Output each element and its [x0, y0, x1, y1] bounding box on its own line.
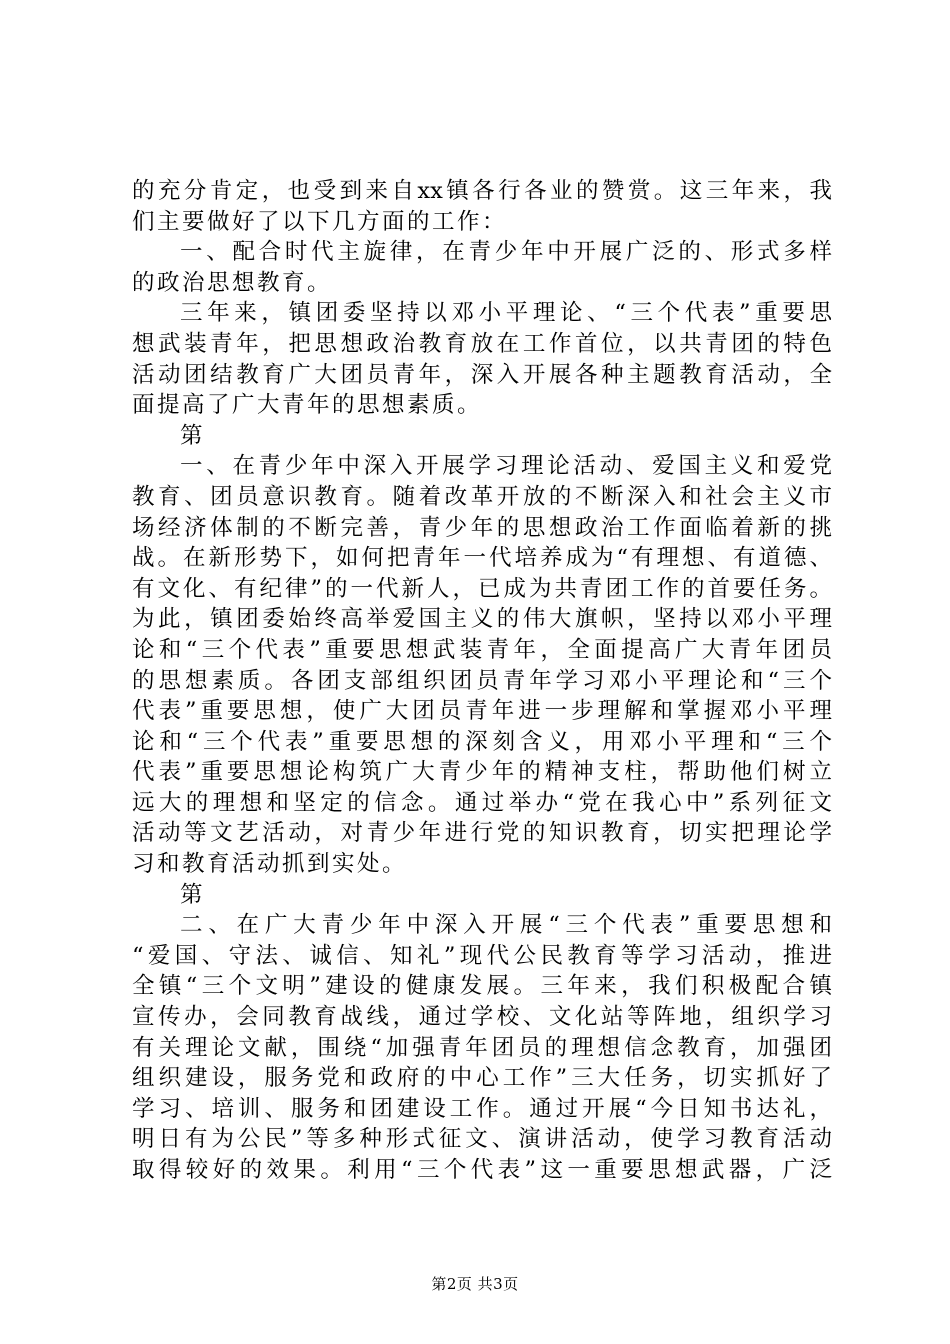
text-line: 第: [180, 422, 206, 449]
text-line: 论和“三个代表”重要思想的深刻含义，用邓小平理和“三个: [132, 728, 832, 755]
text-line: 有文化、有纪律”的一代新人，已成为共青团工作的首要任务。: [132, 575, 832, 602]
text-line: 宣传办，会同教育战线，通过学校、文化站等阵地，组织学习: [132, 1004, 832, 1031]
text-line: 的政治思想教育。: [132, 269, 333, 296]
text-line: 二、在广大青少年中深入开展“三个代表”重要思想和: [180, 912, 832, 939]
text-line: 一、配合时代主旋律，在青少年中开展广泛的、形式多样: [180, 239, 832, 266]
text-line: 明日有为公民”等多种形式征文、演讲活动，使学习教育活动: [132, 1126, 832, 1153]
text-line: 论和“三个代表”重要思想武装青年，全面提高广大青年团员: [132, 636, 832, 663]
text-line: 为此，镇团委始终高举爱国主义的伟大旗帜，坚持以邓小平理: [132, 606, 832, 633]
text-line: 代表”重要思想，使广大团员青年进一步理解和掌握邓小平理: [132, 698, 832, 725]
text-line: 全镇“三个文明”建设的健康发展。三年来，我们积极配合镇: [132, 973, 832, 1000]
text-line: 活动团结教育广大团员青年，深入开展各种主题教育活动，全: [132, 361, 832, 388]
text-line: 一、在青少年中深入开展学习理论活动、爱国主义和爱党: [180, 453, 832, 480]
document-body: [132, 176, 832, 1186]
text-line: “爱国、守法、诚信、知礼”现代公民教育等学习活动，推进: [132, 942, 832, 969]
text-line: 有关理论文献，围绕“加强青年团员的理想信念教育，加强团: [132, 1034, 832, 1061]
text-line: 取得较好的效果。利用“三个代表”这一重要思想武器，广泛: [132, 1157, 832, 1183]
text-line: 的思想素质。各团支部组织团员青年学习邓小平理论和“三个: [132, 667, 832, 694]
text-line: 的充分肯定，也受到来自xx镇各行各业的赞赏。这三年来，我: [132, 178, 832, 204]
text-line: 三年来，镇团委坚持以邓小平理论、“三个代表”重要思: [180, 300, 832, 327]
text-line: 组织建设，服务党和政府的中心工作”三大任务，切实抓好了: [132, 1065, 832, 1092]
text-line: 活动等文艺活动，对青少年进行党的知识教育，切实把理论学: [132, 820, 832, 847]
text-line: 面提高了广大青年的思想素质。: [132, 392, 483, 419]
text-line: 第: [180, 881, 206, 908]
text-line: 代表”重要思想论构筑广大青少年的精神支柱，帮助他们树立: [132, 759, 832, 786]
page-footer: 第2页 共3页: [431, 1275, 519, 1293]
text-line: 场经济体制的不断完善，青少年的思想政治工作面临着新的挑: [132, 514, 832, 541]
text-line: 战。在新形势下，如何把青年一代培养成为“有理想、有道德、: [132, 545, 832, 572]
text-line: 们主要做好了以下几方面的工作：: [132, 208, 508, 235]
text-line: 远大的理想和坚定的信念。通过举办“党在我心中”系列征文: [132, 789, 832, 816]
text-line: 学习、培训、服务和团建设工作。通过开展“今日知书达礼，: [132, 1095, 832, 1122]
text-line: 习和教育活动抓到实处。: [132, 851, 408, 878]
text-line: 想武装青年，把思想政治教育放在工作首位，以共青团的特色: [132, 330, 832, 357]
text-line: 教育、团员意识教育。随着改革开放的不断深入和社会主义市: [132, 483, 832, 510]
